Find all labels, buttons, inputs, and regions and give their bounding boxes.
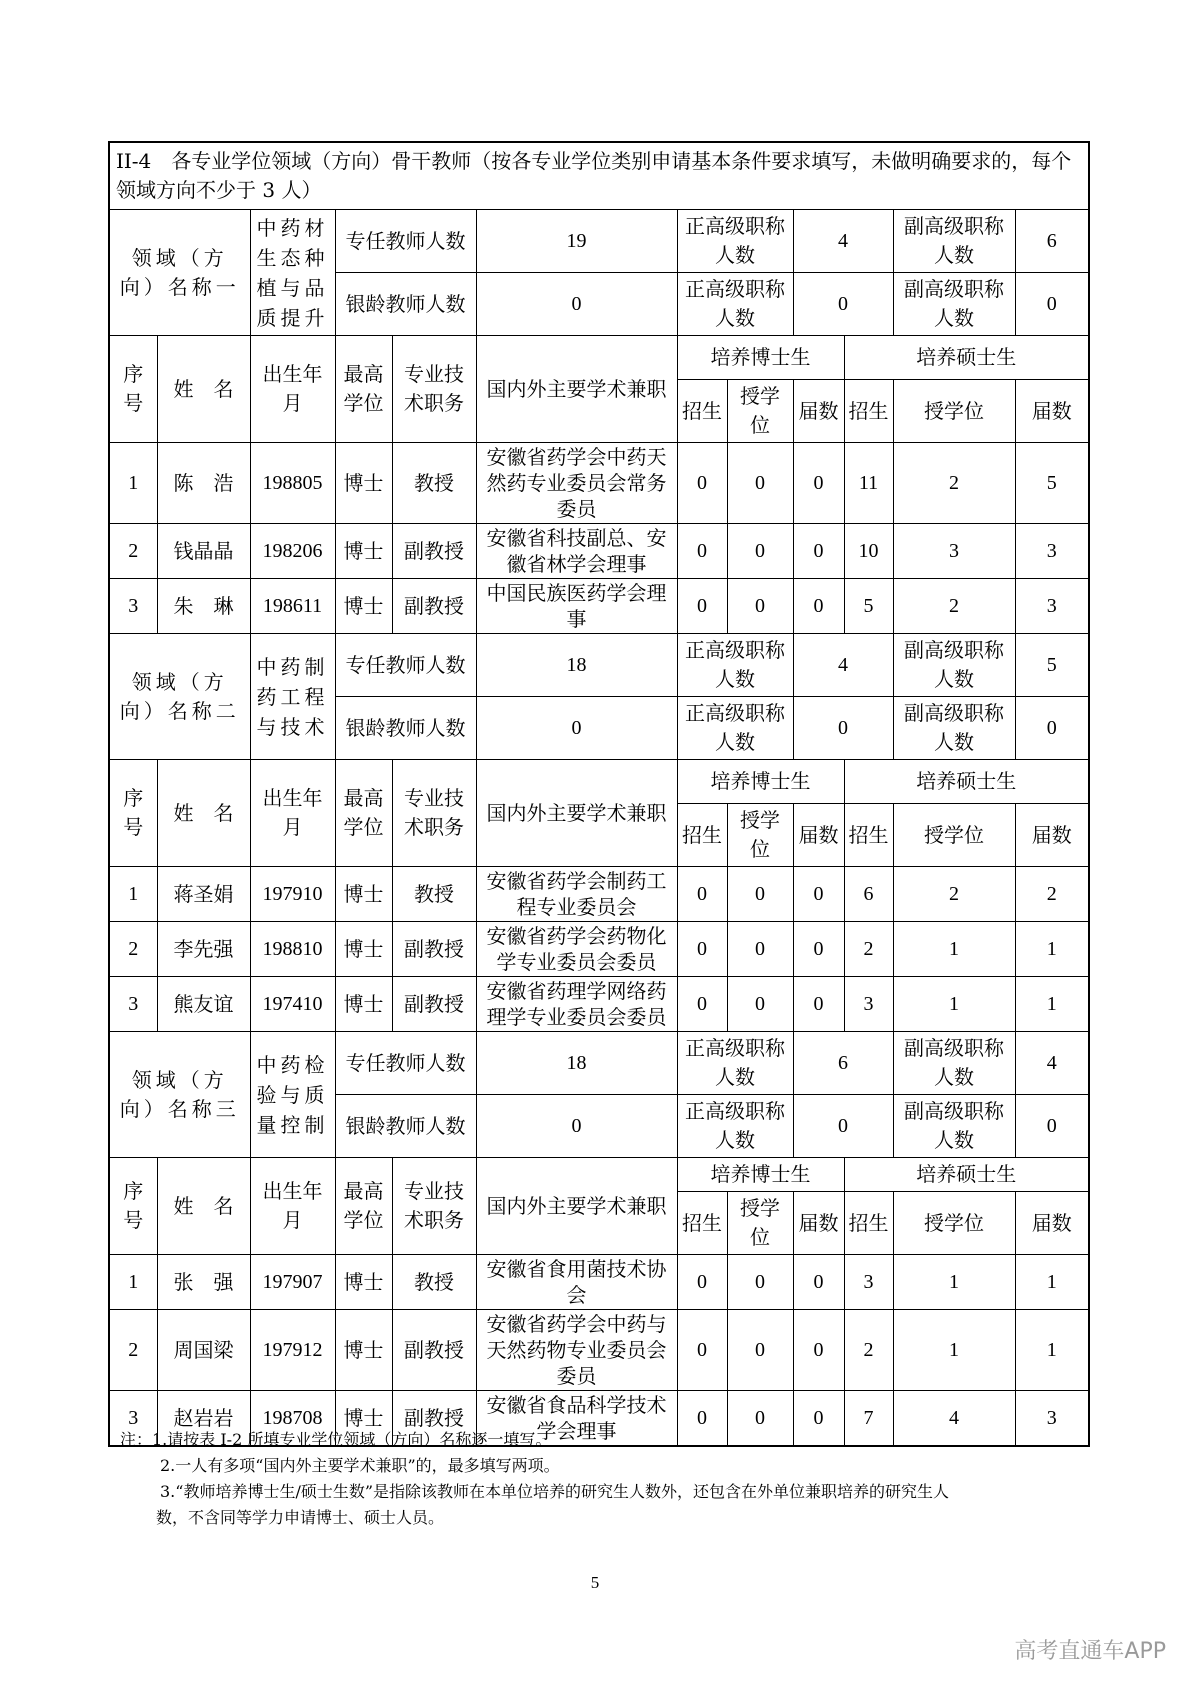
col-phd-header: 培养博士生 [677,336,844,380]
col-degree-header: 最高学位 [335,1158,392,1255]
vice-label: 副高级职称人数 [893,273,1015,336]
master-enroll: 7 [844,1391,893,1447]
phd-grad-header: 届数 [793,380,844,443]
phd-award: 0 [727,1310,793,1391]
fulltime-label: 专任教师人数 [335,210,476,273]
silver-label: 银龄教师人数 [335,273,476,336]
teacher-title: 副教授 [392,922,476,977]
senior-label: 正高级职称人数 [677,273,793,336]
phd-grad: 0 [793,977,844,1032]
senior-count: 4 [793,634,893,697]
teacher-row [109,579,1089,634]
teacher-birth: 197910 [250,867,335,922]
phd-grad: 0 [793,579,844,634]
fulltime-count: 19 [476,210,677,273]
teacher-row [109,867,1089,922]
col-no-header: 序号 [109,760,157,867]
teacher-no: 1 [109,443,157,524]
note-2: 2.一人有多项“国内外主要学术兼职”的，最多填写两项。 [160,1456,560,1475]
teacher-row [109,977,1089,1032]
col-post-header: 国内外主要学术兼职 [476,760,677,867]
master-enroll: 2 [844,922,893,977]
vice-label: 副高级职称人数 [893,634,1015,697]
teacher-row [109,922,1089,977]
field-label: 领域（方向）名称三 [109,1032,250,1158]
fulltime-label: 专任教师人数 [335,1032,476,1095]
document-body [108,141,1088,1447]
field-name: 中药检验与质量控制 [250,1032,335,1158]
phd-grad: 0 [793,1391,844,1447]
master-grad: 2 [1015,867,1089,922]
teacher-row [109,1310,1089,1391]
phd-enroll-header: 招生 [677,804,727,867]
col-post-header: 国内外主要学术兼职 [476,336,677,443]
teacher-birth: 198708 [250,1391,335,1447]
watermark: 高考直通车APP [1014,1639,1166,1664]
master-award-header: 授学位 [893,380,1015,443]
teacher-name: 朱 琳 [157,579,250,634]
silver-senior-count: 0 [793,1095,893,1158]
phd-enroll: 0 [677,579,727,634]
master-grad: 1 [1015,1255,1089,1310]
teacher-no: 1 [109,867,157,922]
table-header-row [109,142,1089,210]
teacher-title: 副教授 [392,524,476,579]
phd-grad-header: 届数 [793,804,844,867]
table-title-text: 各专业学位领域（方向）骨干教师（按各专业学位类别申请基本条件要求填写，未做明确要求的，每个领域方向不少于 3 人） [116,149,1072,202]
teacher-title: 副教授 [392,1391,476,1447]
master-award: 1 [893,977,1015,1032]
master-enroll: 6 [844,867,893,922]
col-master-header: 培养硕士生 [844,336,1089,380]
field-label: 领域（方向）名称二 [109,634,250,760]
teacher-birth: 198206 [250,524,335,579]
phd-enroll-header: 招生 [677,380,727,443]
master-award: 2 [893,443,1015,524]
phd-award-header: 授学位 [727,380,793,443]
teacher-post: 安徽省食用菌技术协会 [476,1255,677,1310]
field-info-row [109,1032,1089,1095]
phd-enroll: 0 [677,1255,727,1310]
silver-label: 银龄教师人数 [335,697,476,760]
col-degree-header: 最高学位 [335,336,392,443]
senior-label: 正高级职称人数 [677,1032,793,1095]
phd-award-header: 授学位 [727,1192,793,1255]
silver-senior-count: 0 [793,273,893,336]
teacher-name: 钱晶晶 [157,524,250,579]
teacher-post: 安徽省药学会中药与天然药物专业委员会委员 [476,1310,677,1391]
phd-award: 0 [727,579,793,634]
vice-count: 5 [1015,634,1089,697]
teacher-title: 教授 [392,867,476,922]
table-code: II-4 [116,149,152,173]
master-enroll: 11 [844,443,893,524]
table-title [109,142,1089,210]
master-award: 1 [893,922,1015,977]
col-degree-header: 最高学位 [335,760,392,867]
teacher-row [109,524,1089,579]
teacher-no: 1 [109,1255,157,1310]
teacher-degree: 博士 [335,977,392,1032]
master-enroll: 10 [844,524,893,579]
col-name-header: 姓 名 [157,760,250,867]
teacher-degree: 博士 [335,922,392,977]
phd-grad: 0 [793,524,844,579]
silver-vice-count: 0 [1015,273,1089,336]
vice-label: 副高级职称人数 [893,210,1015,273]
teacher-degree: 博士 [335,1391,392,1447]
col-birth-header: 出生年月 [250,760,335,867]
teacher-birth: 198810 [250,922,335,977]
teacher-post: 安徽省科技副总、安徽省林学会理事 [476,524,677,579]
phd-award: 0 [727,977,793,1032]
phd-grad: 0 [793,1255,844,1310]
silver-count: 0 [476,697,677,760]
master-enroll-header: 招生 [844,804,893,867]
phd-award: 0 [727,524,793,579]
fulltime-count: 18 [476,1032,677,1095]
teacher-name: 陈 浩 [157,443,250,524]
phd-award: 0 [727,1255,793,1310]
vice-count: 4 [1015,1032,1089,1095]
senior-count: 4 [793,210,893,273]
master-award: 2 [893,579,1015,634]
teacher-name: 李先强 [157,922,250,977]
master-grad-header: 届数 [1015,380,1089,443]
teacher-title: 副教授 [392,579,476,634]
phd-award: 0 [727,443,793,524]
teacher-post: 安徽省食品科学技术学会理事 [476,1391,677,1447]
teacher-no: 2 [109,922,157,977]
teacher-degree: 博士 [335,443,392,524]
master-award: 4 [893,1391,1015,1447]
col-no-header: 序号 [109,336,157,443]
master-award: 1 [893,1310,1015,1391]
teacher-post: 安徽省药学会药物化学专业委员会委员 [476,922,677,977]
col-title-header: 专业技术职务 [392,760,476,867]
master-enroll: 5 [844,579,893,634]
master-grad: 5 [1015,443,1089,524]
senior-label: 正高级职称人数 [677,210,793,273]
phd-grad: 0 [793,922,844,977]
master-enroll: 2 [844,1310,893,1391]
master-award: 2 [893,867,1015,922]
note-1: 注：1.请按表 I-2 所填专业学位领域（方向）名称逐一填写。 [120,1430,552,1449]
teacher-degree: 博士 [335,1310,392,1391]
col-birth-header: 出生年月 [250,336,335,443]
senior-count: 6 [793,1032,893,1095]
teacher-name: 周国梁 [157,1310,250,1391]
phd-grad: 0 [793,443,844,524]
col-name-header: 姓 名 [157,1158,250,1255]
phd-enroll: 0 [677,1310,727,1391]
silver-vice-count: 0 [1015,1095,1089,1158]
master-enroll: 3 [844,977,893,1032]
col-phd-header: 培养博士生 [677,1158,844,1192]
note-3a: 3.“教师培养博士生/硕士生数”是指除该教师在本单位培养的研究生人数外，还包含在外单位兼职培养的研究生人 [160,1482,950,1501]
phd-grad-header: 届数 [793,1192,844,1255]
teacher-row [109,443,1089,524]
field-info-row [109,634,1089,697]
teacher-no: 2 [109,1310,157,1391]
col-master-header: 培养硕士生 [844,760,1089,804]
master-enroll: 3 [844,1255,893,1310]
teacher-birth: 197912 [250,1310,335,1391]
column-header-row [109,1158,1089,1192]
teacher-post: 安徽省药理学网络药理学专业委员会委员 [476,977,677,1032]
field-label: 领域（方向）名称一 [109,210,250,336]
page-number: 5 [590,1573,600,1592]
teacher-degree: 博士 [335,579,392,634]
senior-label: 正高级职称人数 [677,697,793,760]
vice-label: 副高级职称人数 [893,697,1015,760]
teacher-no: 3 [109,977,157,1032]
field-name: 中药制药工程与技术 [250,634,335,760]
col-birth-header: 出生年月 [250,1158,335,1255]
phd-award: 0 [727,867,793,922]
note-3b: 数，不含同等学力申请博士、硕士人员。 [156,1508,445,1527]
teacher-row [109,1255,1089,1310]
teacher-title: 副教授 [392,977,476,1032]
teacher-post: 安徽省药学会中药天然药专业委员会常务委员 [476,443,677,524]
master-award-header: 授学位 [893,804,1015,867]
column-header-row [109,336,1089,380]
col-title-header: 专业技术职务 [392,1158,476,1255]
teacher-post: 中国民族医药学会理事 [476,579,677,634]
phd-grad: 0 [793,1310,844,1391]
phd-award: 0 [727,1391,793,1447]
teacher-birth: 197410 [250,977,335,1032]
teacher-birth: 198805 [250,443,335,524]
col-master-header: 培养硕士生 [844,1158,1089,1192]
master-grad: 3 [1015,524,1089,579]
field-info-row [109,210,1089,273]
phd-enroll: 0 [677,867,727,922]
phd-enroll: 0 [677,524,727,579]
teacher-title: 教授 [392,1255,476,1310]
teacher-no: 3 [109,579,157,634]
column-header-row [109,760,1089,804]
teacher-title: 副教授 [392,1310,476,1391]
master-grad: 1 [1015,922,1089,977]
silver-count: 0 [476,273,677,336]
teacher-no: 2 [109,524,157,579]
master-grad-header: 届数 [1015,804,1089,867]
silver-count: 0 [476,1095,677,1158]
master-grad: 3 [1015,579,1089,634]
col-name-header: 姓 名 [157,336,250,443]
fulltime-label: 专任教师人数 [335,634,476,697]
teacher-birth: 198611 [250,579,335,634]
teacher-degree: 博士 [335,1255,392,1310]
teacher-name: 赵岩岩 [157,1391,250,1447]
phd-enroll: 0 [677,1391,727,1447]
vice-label: 副高级职称人数 [893,1095,1015,1158]
phd-award-header: 授学位 [727,804,793,867]
vice-label: 副高级职称人数 [893,1032,1015,1095]
senior-label: 正高级职称人数 [677,634,793,697]
col-title-header: 专业技术职务 [392,336,476,443]
phd-enroll-header: 招生 [677,1192,727,1255]
master-grad: 3 [1015,1391,1089,1447]
phd-enroll: 0 [677,922,727,977]
teacher-post: 安徽省药学会制药工程专业委员会 [476,867,677,922]
col-phd-header: 培养博士生 [677,760,844,804]
phd-enroll: 0 [677,443,727,524]
col-no-header: 序号 [109,1158,157,1255]
master-grad-header: 届数 [1015,1192,1089,1255]
silver-vice-count: 0 [1015,697,1089,760]
footnotes [120,1427,1070,1531]
master-enroll-header: 招生 [844,380,893,443]
master-grad: 1 [1015,977,1089,1032]
master-award: 3 [893,524,1015,579]
master-award-header: 授学位 [893,1192,1015,1255]
teacher-name: 蒋圣娟 [157,867,250,922]
field-name: 中药材生态种植与品质提升 [250,210,335,336]
fulltime-count: 18 [476,634,677,697]
teacher-birth: 197907 [250,1255,335,1310]
col-post-header: 国内外主要学术兼职 [476,1158,677,1255]
teacher-title: 教授 [392,443,476,524]
backbone-teachers-table [108,141,1090,1447]
silver-label: 银龄教师人数 [335,1095,476,1158]
teacher-name: 熊友谊 [157,977,250,1032]
teacher-degree: 博士 [335,524,392,579]
phd-grad: 0 [793,867,844,922]
teacher-degree: 博士 [335,867,392,922]
teacher-name: 张 强 [157,1255,250,1310]
senior-label: 正高级职称人数 [677,1095,793,1158]
phd-award: 0 [727,922,793,977]
master-enroll-header: 招生 [844,1192,893,1255]
silver-senior-count: 0 [793,697,893,760]
phd-enroll: 0 [677,977,727,1032]
teacher-no: 3 [109,1391,157,1447]
master-award: 1 [893,1255,1015,1310]
master-grad: 1 [1015,1310,1089,1391]
vice-count: 6 [1015,210,1089,273]
